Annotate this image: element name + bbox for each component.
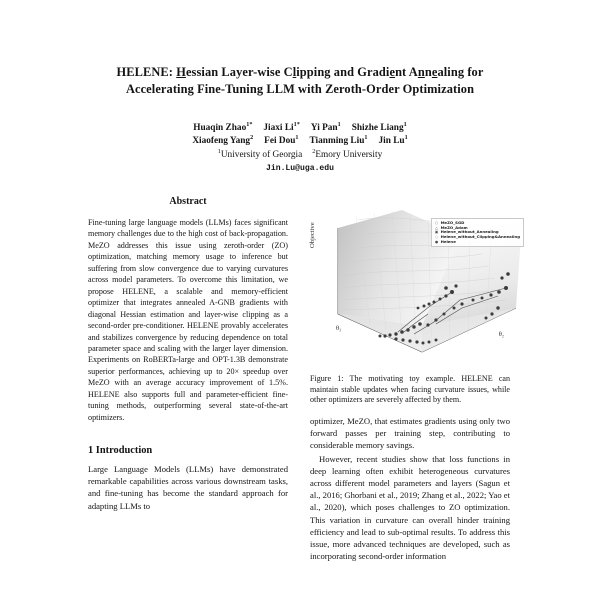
abstract-body [88, 217, 288, 423]
author-row-1 [88, 122, 512, 135]
affiliation: $^2$Emory University [312, 147, 383, 160]
author-name: Shizhe Liang$^1$ [351, 120, 407, 133]
legend-entry [434, 239, 520, 244]
title-line-1 [117, 65, 484, 79]
introduction-body [88, 463, 288, 512]
introduction-paragraph-1: Large Language Models (LLMs) have demonstrated remarkable capabilities across various downstream tasks, and fine-tuning has become the standard approach for adapting LLMs to [88, 464, 288, 511]
figure-x-axis-label: θ₁ [336, 325, 342, 332]
author-affiliation-marker: 1* [293, 120, 300, 128]
legend-marker-icon: ◌ [434, 234, 439, 239]
introduction-heading: 1 Introduction [88, 445, 153, 457]
legend-label: Helene_without_Annealing [440, 229, 499, 235]
title-underlined-letter: e [431, 65, 438, 79]
title-underlined-letter: e [389, 65, 396, 79]
title-underlined-letter: n [417, 65, 425, 79]
title-underlined-letter: l [292, 65, 297, 79]
body-columns [0, 196, 600, 600]
abstract-heading: Abstract [169, 196, 207, 207]
legend-label: Helene [440, 238, 456, 244]
title-segment: essian Layer-wise C [185, 65, 293, 79]
figure-caption: Figure 1: The motivating toy example. HELENE can maintain stable updates when facing curvature issues, while other optimizers are severely affected by them. [310, 374, 510, 405]
legend-marker-icon: ▣ [434, 230, 439, 235]
legend-label: Helene_without_Clipping&Annealing [440, 233, 520, 239]
title-line-2: Accelerating Fine-Tuning LLM with Zeroth-Order Optimization [125, 81, 475, 96]
author-affiliation-marker: 2 [250, 134, 254, 142]
legend-marker-icon: ○ [434, 221, 439, 226]
affiliation-marker: 2 [312, 147, 316, 155]
right-paragraph-2: However, recent studies show that loss functions in deep learning often exhibit heterogeneous curvatures across different model parameters and layers (Sagun et al., 2016; Ghorbani et al., 2019; Zhang et al., 2022; Yao et al., 2020), which poses challenges to ZO optimization. This variation in curvature can overall hinder training efficiency and lead to sub-optimal results. To address this issue, more advanced techniques are developed, such as incorporating second-order information [310, 453, 511, 561]
contact-email: Jin.Lu@uga.edu [266, 164, 334, 174]
title-segment: n [424, 65, 432, 79]
right-column [309, 196, 520, 562]
left-column [88, 196, 288, 512]
legend-marker-icon: ● [434, 239, 439, 244]
title-segment: ipping and Gradi [296, 65, 390, 79]
right-paragraph-1: optimizer, MeZO, that estimates gradients using only two forward passes per training step, contributing to considerable memory savings. [310, 415, 510, 451]
author-name: Tianming Liu$^1$ [309, 134, 368, 147]
abstract-text: Fine-tuning large language models (LLMs) faces significant memory challenges due to the high cost of back-propagation. MeZO addresses this issue using zeroth-order (ZO) optimization, matching memory usage to inference but suffering from slow convergence due to varying curvatures across model parameters. To overcome this limitation, we propose HELENE, a scalable and memory-efficient optimizer that integrates annealed A-GNB gradients with diagonal Hessian estimation and layer-wise clipping as a second-order pre-conditioner. HELENE provably accelerates and stabilizes convergence by reducing dependence on total parameter space and scaling with the larger layer dimension. Experiments on RoBERTa-large and OPT-1.3B demonstrate superior performances, achieving up to 20× speedup over MeZO with an average accuracy improvement of 1.5%. HELENE also supports full and parameter-efficient fine-tuning methods, outperforming several state-of-the-art optimizers. [88, 218, 288, 422]
author-affiliation-marker: 1 [295, 134, 299, 142]
affiliation-row [88, 149, 512, 162]
title-underlined-letter: H [176, 65, 186, 79]
author-affiliation-marker: 1* [246, 120, 253, 128]
author-name: Huaqin Zhao$^{1*}$ [193, 120, 253, 133]
figure-z-axis-label: θ₂ [498, 331, 504, 338]
affiliation: $^1$University of Georgia [217, 147, 303, 160]
author-name: Xiaofeng Yang$^2$ [192, 134, 254, 147]
author-list [88, 122, 512, 175]
affiliation-marker: 1 [217, 147, 221, 155]
legend-label: MeZO_SGD [440, 220, 465, 226]
page-title [88, 0, 512, 97]
right-column-body [310, 415, 510, 562]
author-name: Yi Pan$^1$ [310, 120, 341, 133]
figure-y-axis-label: Objective [309, 222, 316, 248]
author-affiliation-marker: 1 [404, 134, 408, 142]
title-segment: aling for [437, 65, 484, 79]
author-affiliation-marker: 1 [337, 120, 341, 128]
author-name: Jiaxi $Li^{1*}$ [263, 120, 300, 133]
figure-1 [310, 196, 526, 368]
legend-marker-icon: △ [435, 225, 438, 230]
legend-label: MeZO_Adam [440, 224, 468, 230]
author-name: Jin Lu$^1$ [378, 134, 408, 147]
author-affiliation-marker: 1 [364, 134, 368, 142]
title-segment: nt A [395, 65, 418, 79]
figure-legend [431, 218, 524, 247]
author-name: Fei Dou$^1$ [264, 134, 299, 147]
author-row-2 [88, 135, 512, 148]
author-affiliation-marker: 1 [403, 120, 407, 128]
section-spacer [88, 423, 288, 445]
title-segment: HELENE: [116, 65, 177, 79]
